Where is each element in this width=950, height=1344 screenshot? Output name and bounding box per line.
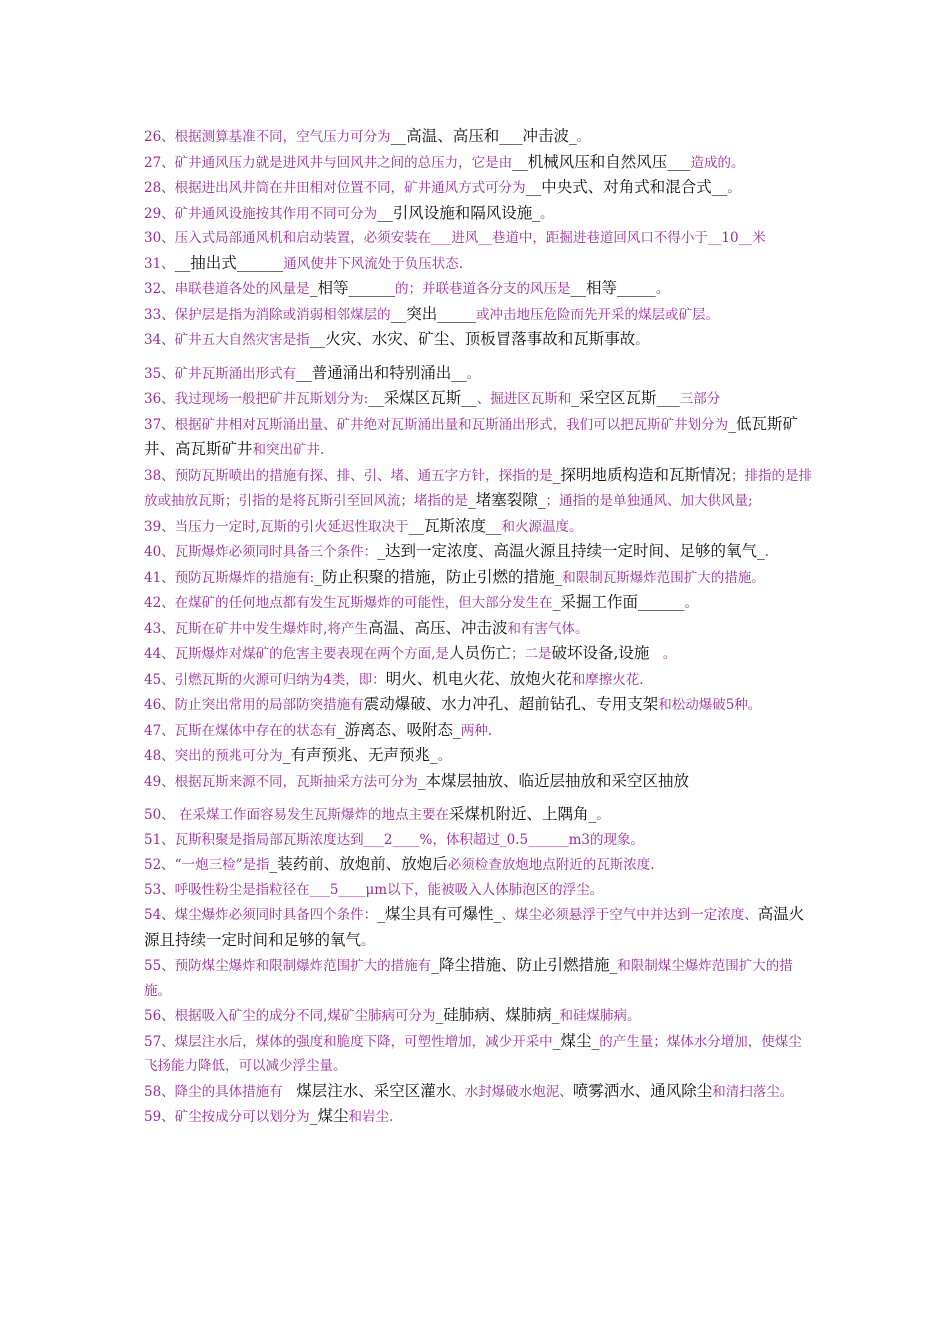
question-item [144,302,812,328]
answer-text: 煤层注水、采空区灌水 [296,1081,452,1100]
question-text: 31、 [144,255,175,272]
question-text: 和突出矿井. [252,442,325,458]
question-text: 。 [437,748,452,764]
question-text: 和限制煤尘爆炸范围扩大的措施。 [144,958,793,999]
question-text: 42、在煤矿的任何地点都有发生瓦斯爆炸的可能性，但大部分发生在 [144,595,553,611]
answer-text: 明火、机电火花、放炮火花 [385,669,572,688]
question-text: 52、“一炮三检”是指 [144,857,270,873]
question-item [144,1104,812,1130]
question-text: 。 [539,205,554,222]
question-item [144,1029,812,1079]
question-item [144,412,812,463]
question-text: 38、预防瓦斯喷出的措施有探、排、引、堵、通五字方针，探指的是 [144,467,553,484]
question-text: 46、防止突出常用的局部防突措施有 [144,697,364,713]
question-text: ；通指的是单独通风、加大供风量; [545,493,753,509]
question-item [144,802,812,828]
question-text: 32、串联巷道各处的风量是 [144,281,310,297]
question-item [144,276,812,302]
question-item [144,667,812,693]
question-text: ；二是 [511,646,552,662]
question-text: 和松动爆破5种。 [658,697,762,713]
question-item [144,327,812,353]
question-text: 、水封爆破水炮泥、 [451,1083,573,1100]
question-item [144,692,812,718]
question-item [144,539,812,565]
answer-text: __高温、高压和___冲击波_ [390,127,577,145]
question-text: 三部分 [679,391,721,407]
answer-text: _煤尘_ [552,1031,600,1050]
question-item [144,463,812,514]
question-text: 。 [727,180,741,196]
question-text: 的产生量；煤体水分增加，使煤尘飞扬能力降低，可以减少浮尘量。 [144,1033,802,1074]
question-text: 。 [649,646,677,662]
answer-text: __瓦斯浓度__ [408,516,502,535]
answer-text: 喷雾洒水、通风除尘 [572,1081,713,1100]
question-item [144,226,812,251]
question-text: 。 [466,365,481,382]
question-text: 必须检查放炮地点附近的瓦斯浓度. [447,857,655,873]
question-text: 35、矿井瓦斯涌出形式有 [144,365,297,382]
question-item [144,953,812,1003]
answer-text: _堵塞裂隙_ [468,491,546,509]
question-item [144,590,812,616]
question-text: 36、我过现场一般把矿井瓦斯划分为: [144,391,369,407]
question-text: 两种. [460,722,492,739]
question-text: 56、根据吸入矿尘的成分不同,煤矿尘肺病可分为 [144,1008,436,1024]
question-text: 59、矿尘按成分可以划分为 [144,1109,310,1125]
answer-text: _相等______ [309,279,395,297]
question-text: 37、根据矿井相对瓦斯涌出量、矿井绝对瓦斯涌出量和瓦斯涌出形式，我们可以把瓦斯矿井划分为 [144,416,729,433]
answer-text: _煤尘 [309,1107,349,1125]
question-item [144,641,812,667]
question-text: 48、突出的预兆可分为 [144,748,283,764]
answer-text: __机械风压和自然风压___ [512,152,691,171]
answer-text: _采掘工作面______ [552,593,685,611]
answer-text: __普通涌出和特别涌出__ [296,363,467,382]
question-text: 和硅煤肺病。 [559,1008,641,1024]
question-item [144,565,812,591]
question-text: 30、压入式局部通风机和启动装置，必须安装在___进风__巷道中，距掘进巷道回风口不得小于__10__米 [144,230,766,246]
answer-text: _本煤层抽放、临近层抽放和采空区抽放 [417,771,689,790]
answer-text: 高温、高压、冲击波 [367,618,508,637]
answer-text: _低瓦斯矿井、高瓦斯矿井 [144,414,798,458]
question-text: 55、预防煤尘爆炸和限制爆炸范围扩大的措施有 [144,958,432,974]
question-text: 28、根据进出风井筒在井田相对位置不同，矿井通风方式可分为 [144,180,526,196]
question-text: 29、矿井通风设施按其作用不同可分为 [144,205,378,222]
question-text: 34、矿井五大自然灾害是指 [144,332,310,348]
answer-text: __采煤区瓦斯__ [368,389,477,407]
answer-text: __中央式、对角式和混合式__ [525,178,728,196]
question-item [144,902,812,953]
question-text: 的；并联巷道各分支的风压是 [394,281,571,297]
question-text: 。 [596,807,610,823]
question-item [144,175,812,201]
question-text: 33、保护层是指为消除或消弱相邻煤层的 [144,306,391,323]
question-item [144,878,812,903]
question-text: 51、瓦斯积聚是指局部瓦斯浓度达到___2____%，体积超过_0.5______m3的现象。 [144,831,644,848]
question-text: 50、 在采煤工作面容易发生瓦斯爆炸的地点主要在 [144,807,449,823]
question-text: . [764,544,769,560]
question-text: 40、瓦斯爆炸必须同时具备三个条件： [144,544,378,560]
question-item [144,769,812,795]
answer-text: _游离态、吸附态_ [336,720,461,739]
question-text: 和摩擦火花. [571,671,644,688]
question-text: ；排指的是排放或抽放瓦斯；引指的是将瓦斯引至回风流；堵指的是 [144,467,812,509]
question-text: 27、矿井通风压力就是进风井与回风井之间的总压力，它是由 [144,154,513,171]
question-text: 54、煤尘爆炸必须同时具备四个条件： [144,907,378,923]
answer-text: _煤尘具有可爆性_ [377,905,502,923]
question-text: 、掘进区瓦斯和 [476,391,572,407]
question-item [144,1079,812,1105]
question-item [144,743,812,769]
question-text: 39、当压力一定时,瓦斯的引火延迟性取决于 [144,518,409,535]
question-item [144,718,812,744]
answer-text: _硅肺病、煤肺病_ [435,1006,560,1024]
question-text: 47、瓦斯在煤体中存在的状态有 [144,722,337,739]
question-text: 。 [655,281,670,297]
answer-text: __引风设施和隔风设施_ [377,203,540,222]
question-text: 和火源温度。 [501,518,583,535]
question-text: 。 [684,595,698,611]
question-text: 造成的。 [690,154,745,171]
question-text: 和清扫落尘。 [712,1083,794,1100]
question-item [144,616,812,642]
question-text: 45、引燃瓦斯的火源可归纳为4类，即： [144,671,386,688]
question-text: 53、呼吸性粉尘是指粒径在___5____μm以下，能被吸入人体肺泡区的浮尘。 [144,881,604,898]
answer-text: _装药前、放炮前、放炮后 [269,855,448,873]
section-gap [144,794,812,802]
question-item [144,1003,812,1029]
question-item [144,361,812,387]
question-text: 43、瓦斯在矿井中发生爆炸时,将产生 [144,620,368,637]
question-text: 或冲击地压危险而先开采的煤层或矿层。 [475,306,719,323]
question-list [144,124,812,1130]
answer-text: _有声预兆、无声预兆_ [282,746,438,764]
question-text: 58、降尘的具体措施有 [144,1083,297,1100]
answer-text: __突出_____ [390,304,476,323]
question-item [144,852,812,878]
answer-text: __相等_____ [570,279,656,297]
answer-text: __火灾、水灾、矿尘、顶板冒落事故和瓦斯事故 [309,330,636,348]
answer-text: _达到一定浓度、高温火源且持续一定时间、足够的氧气_ [377,542,765,560]
question-text: 41、预防瓦斯爆炸的措施有: [144,569,315,586]
question-item [144,828,812,853]
question-text: 49、根据瓦斯来源不同，瓦斯抽采方法可分为 [144,773,418,790]
answer-text: 震动爆破、水力冲孔、超前钻孔、专用支架 [363,695,659,713]
question-item [144,251,812,277]
question-text: 26、根据测算基准不同，空气压力可分为 [144,129,391,145]
answer-text: 高温火源且持续一定时间和足够的氧气 [144,905,805,949]
answer-text: _防止积聚的措施，防止引燃的措施_ [314,567,563,586]
answer-text: 人员伤亡 [448,644,511,662]
question-text: 和有害气体。 [507,620,589,637]
question-text: 通风使井下风流处于负压状态. [283,255,463,272]
question-item [144,201,812,227]
answer-text: _降尘措施、防止引燃措施_ [431,956,618,974]
answer-text: __抽出式______ [174,253,284,272]
question-text: 和限制瓦斯爆炸范围扩大的措施。 [562,569,765,586]
answer-text: _探明地质构造和瓦斯情况 [552,465,731,484]
question-text: 44、瓦斯爆炸对煤矿的危害主要表现在两个方面,是 [144,646,449,662]
question-item [144,150,812,176]
section-gap [144,353,812,361]
answer-text: _采空区瓦斯___ [571,389,680,407]
answer-text: 采煤机附近、上隅角_ [448,805,597,823]
question-text: 57、煤层注水后，煤体的强度和脆度下降，可塑性增加，减少开采中 [144,1033,553,1050]
question-text: 。 [361,932,375,949]
question-item [144,514,812,540]
question-text: 、煤尘必须悬浮于空气中并达到一定浓度、 [501,907,758,923]
question-text: 。 [635,332,649,348]
answer-text: 破坏设备,设施 [551,644,650,662]
question-text: 和岩尘. [348,1109,394,1125]
question-item [144,124,812,150]
question-text: 。 [576,129,591,145]
question-item [144,386,812,412]
